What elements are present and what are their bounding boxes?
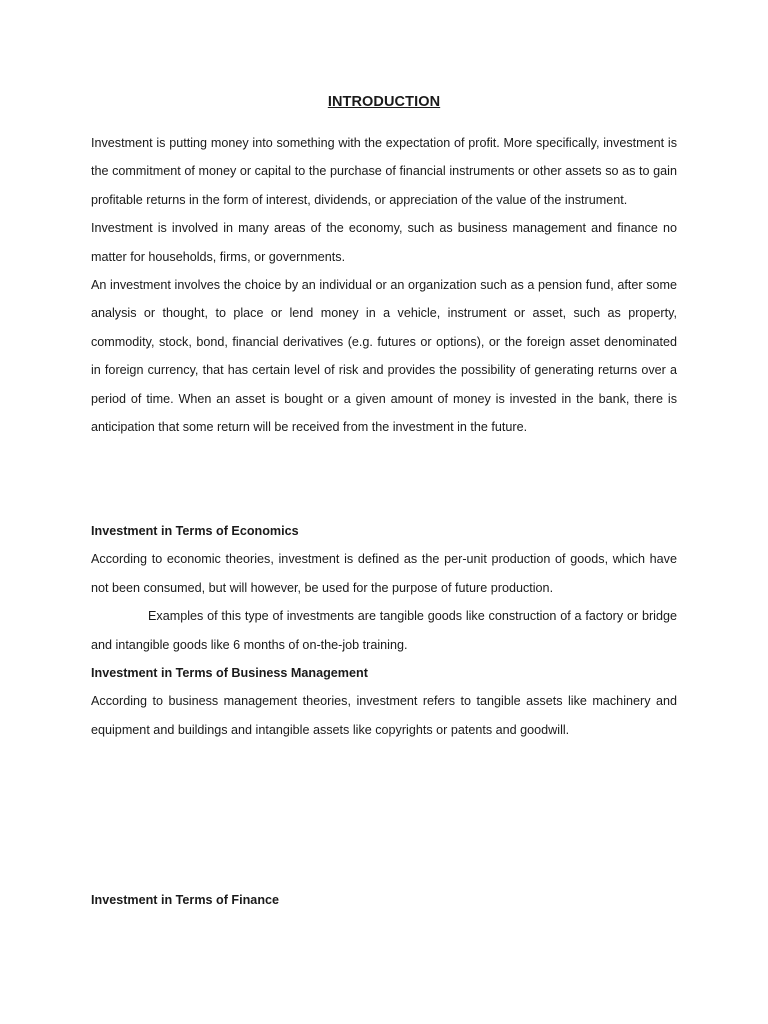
intro-paragraph-3: An investment involves the choice by an individual or an organization such as a pension fund, after some analysis or thought, to place or lend money in a vehicle, instrument or asset, such as property, commodity, stock, bond, financial derivatives (e.g. futures or options), or the foreign asset denominated in foreign currency, that has certain level of risk and provides the possibility of generating returns over a period of time. When an asset is bought or a given amount of money is invested in the bank, there is anticipation that some return will be received from the investment in the future. — [91, 278, 677, 435]
business-management-paragraph: According to business management theories, investment refers to tangible assets like machinery and equipment and buildings and intangible assets like copyrights or patents and goodwill. — [91, 694, 677, 737]
economics-and-business-section — [91, 517, 677, 744]
economics-example-paragraph: Examples of this type of investments are tangible goods like construction of a factory or bridge and intangible goods like 6 months of on-the-job training. — [91, 609, 677, 652]
business-management-heading: Investment in Terms of Business Management — [91, 666, 368, 681]
intro-paragraph-2: Investment is involved in many areas of the economy, such as business management and finance no matter for households, firms, or governments. — [91, 221, 677, 264]
intro-paragraph-1: Investment is putting money into something with the expectation of profit. More specifically, investment is the commitment of money or capital to the purchase of financial instruments or other assets so as to gain profitable returns in the form of interest, dividends, or appreciation of the value of the instrument. — [91, 136, 677, 207]
finance-section — [91, 886, 677, 914]
economics-heading: Investment in Terms of Economics — [91, 524, 299, 538]
page-title: INTRODUCTION — [327, 94, 441, 110]
economics-paragraph: According to economic theories, investment is defined as the per-unit production of goods, which have not been consumed, but will however, be used for the purpose of future production. — [91, 552, 677, 595]
introduction-section — [91, 129, 677, 441]
finance-heading: Investment in Terms of Finance — [91, 893, 280, 907]
